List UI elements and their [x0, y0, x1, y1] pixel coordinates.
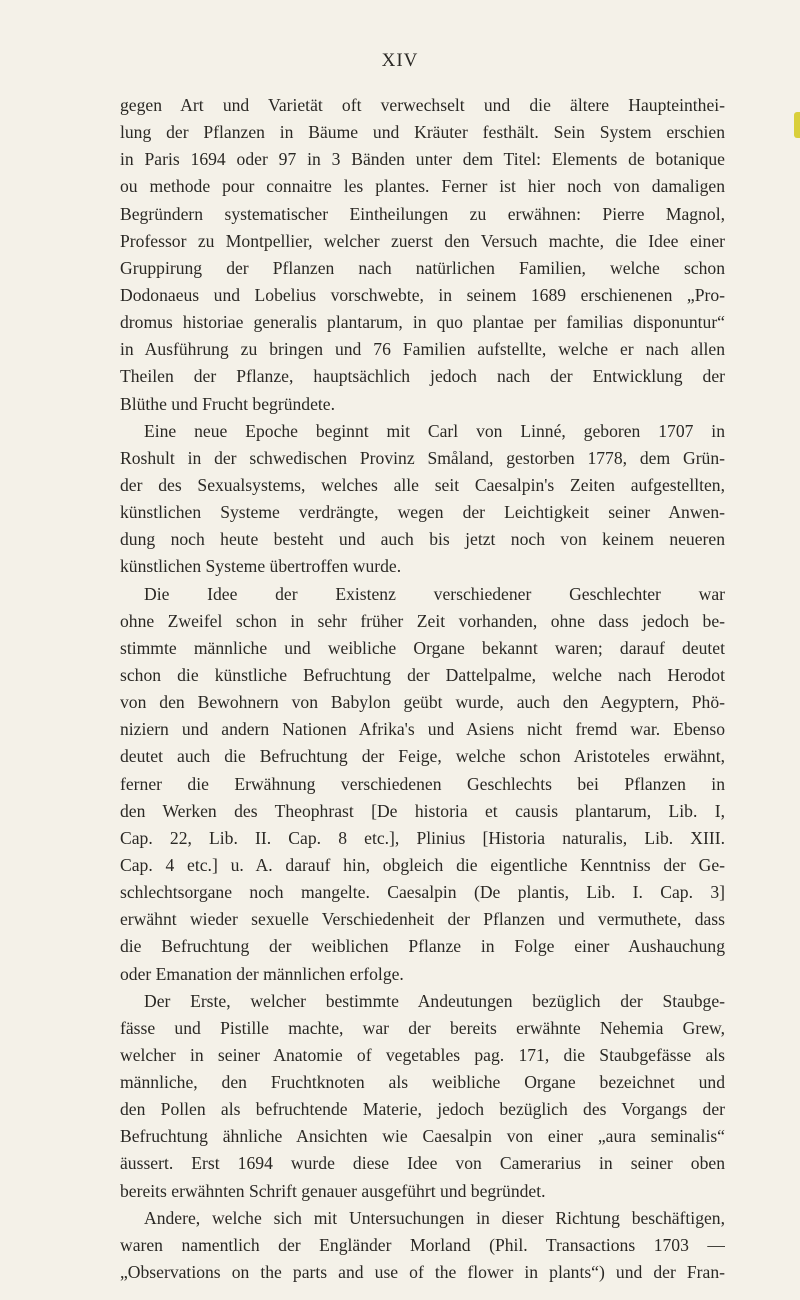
text-line: künstlichen Systeme verdrängte, wegen der Leichtigkeit seiner Anwen- [120, 502, 725, 523]
text-line: gegen Art und Varietät oft verwechselt und die ältere Haupteinthei- [120, 95, 725, 115]
paragraph-start-line: Andere, welche sich mit Untersuchungen in dieser Richtung beschäftigen, [144, 1207, 725, 1228]
text-line: stimmte männliche und weibliche Organe bekannt waren; darauf deutet [120, 637, 725, 658]
text-line: „Observations on the parts and use of the flower in plants“) und der Fran- [120, 1262, 725, 1283]
text-line: der des Sexualsystems, welches alle seit Caesalpin's Zeiten aufgestellten, [120, 474, 725, 495]
text-line: Gruppirung der Pflanzen nach natürlichen Familien, welche schon [120, 257, 725, 278]
text-line: äussert. Erst 1694 wurde diese Idee von Camerarius in seiner oben [120, 1153, 725, 1174]
text-line: Blüthe und Frucht begründete. [120, 393, 335, 414]
paragraph-start-line: Die Idee der Existenz verschiedener Geschlechter war [144, 583, 725, 604]
text-line: den Pollen als befruchtende Materie, jedoch bezüglich des Vorgangs der [120, 1099, 725, 1120]
text-line: schlechtsorgane noch mangelte. Caesalpin (De plantis, Lib. I. Cap. 3] [120, 882, 725, 903]
text-line: schon die künstliche Befruchtung der Dattelpalme, welche nach Herodot [120, 664, 725, 685]
paragraph-start-line: Eine neue Epoche beginnt mit Carl von Linné, geboren 1707 in [144, 420, 725, 441]
text-line: Cap. 22, Lib. II. Cap. 8 etc.], Plinius [Historia naturalis, Lib. XIII. [120, 827, 725, 848]
text-line: in Ausführung zu bringen und 76 Familien aufstellte, welche er nach allen [120, 339, 725, 360]
text-line: Begründern systematischer Eintheilungen zu erwähnen: Pierre Magnol, [120, 203, 725, 224]
text-line: Roshult in der schwedischen Provinz Småland, gestorben 1778, dem Grün- [120, 447, 725, 468]
text-line: waren namentlich der Engländer Morland (Phil. Transactions 1703 — [120, 1234, 725, 1255]
text-line: dromus historiae generalis plantarum, in quo plantae per familias disponuntur“ [120, 312, 725, 333]
text-line: die Befruchtung der weiblichen Pflanze in Folge einer Aushauchung [120, 936, 725, 957]
paragraph-start-line: Der Erste, welcher bestimmte Andeutungen bezüglich der Staubge- [144, 990, 725, 1011]
text-line: niziern und andern Nationen Afrika's und Asiens nicht fremd war. Ebenso [120, 719, 725, 740]
text-line: künstlichen Systeme übertroffen wurde. [120, 556, 402, 577]
text-line: dung noch heute besteht und auch bis jetzt noch von keinem neueren [120, 529, 725, 550]
text-line: männliche, den Fruchtknoten als weibliche Organe bezeichnet und [120, 1072, 725, 1093]
text-line: Dodonaeus und Lobelius vorschwebte, in seinem 1689 erschienenen „Pro- [120, 284, 725, 305]
text-line: deutet auch die Befruchtung der Feige, welche schon Aristoteles erwähnt, [120, 746, 725, 767]
text-line: fässe und Pistille machte, war der bereits erwähnte Nehemia Grew, [120, 1017, 725, 1038]
page-edge-mark [794, 112, 800, 138]
text-line: erwähnt wieder sexuelle Verschiedenheit der Pflanzen und vermuthete, dass [120, 909, 725, 930]
text-line: in Paris 1694 oder 97 in 3 Bänden unter dem Titel: Elements de botanique [120, 149, 725, 170]
text-line: Cap. 4 etc.] u. A. darauf hin, obgleich die eigentliche Kenntniss der Ge- [120, 854, 725, 875]
text-line: bereits erwähnten Schrift genauer ausgeführt und begründet. [120, 1180, 546, 1201]
text-line: ou methode pour connaitre les plantes. Ferner ist hier noch von damaligen [120, 176, 725, 197]
text-line: Theilen der Pflanze, hauptsächlich jedoch nach der Entwicklung der [120, 366, 725, 387]
body-text [120, 92, 725, 1286]
text-line: oder Emanation der männlichen erfolge. [120, 963, 404, 984]
text-line: ferner die Erwähnung verschiedenen Geschlechts bei Pflanzen in [120, 773, 725, 794]
text-line: lung der Pflanzen in Bäume und Kräuter festhält. Sein System erschien [120, 122, 725, 143]
text-line: ohne Zweifel schon in sehr früher Zeit vorhanden, ohne dass jedoch be- [120, 610, 725, 631]
text-line: den Werken des Theophrast [De historia et causis plantarum, Lib. I, [120, 800, 725, 821]
page-number: XIV [381, 50, 419, 71]
text-line: Befruchtung ähnliche Ansichten wie Caesalpin von einer „aura seminalis“ [120, 1126, 725, 1147]
text-line: welcher in seiner Anatomie of vegetables pag. 171, die Staubgefässe als [120, 1044, 725, 1065]
text-line: Professor zu Montpellier, welcher zuerst den Versuch machte, die Idee einer [120, 230, 725, 251]
text-line: von den Bewohnern von Babylon geübt wurde, auch den Aegyptern, Phö- [120, 692, 725, 713]
